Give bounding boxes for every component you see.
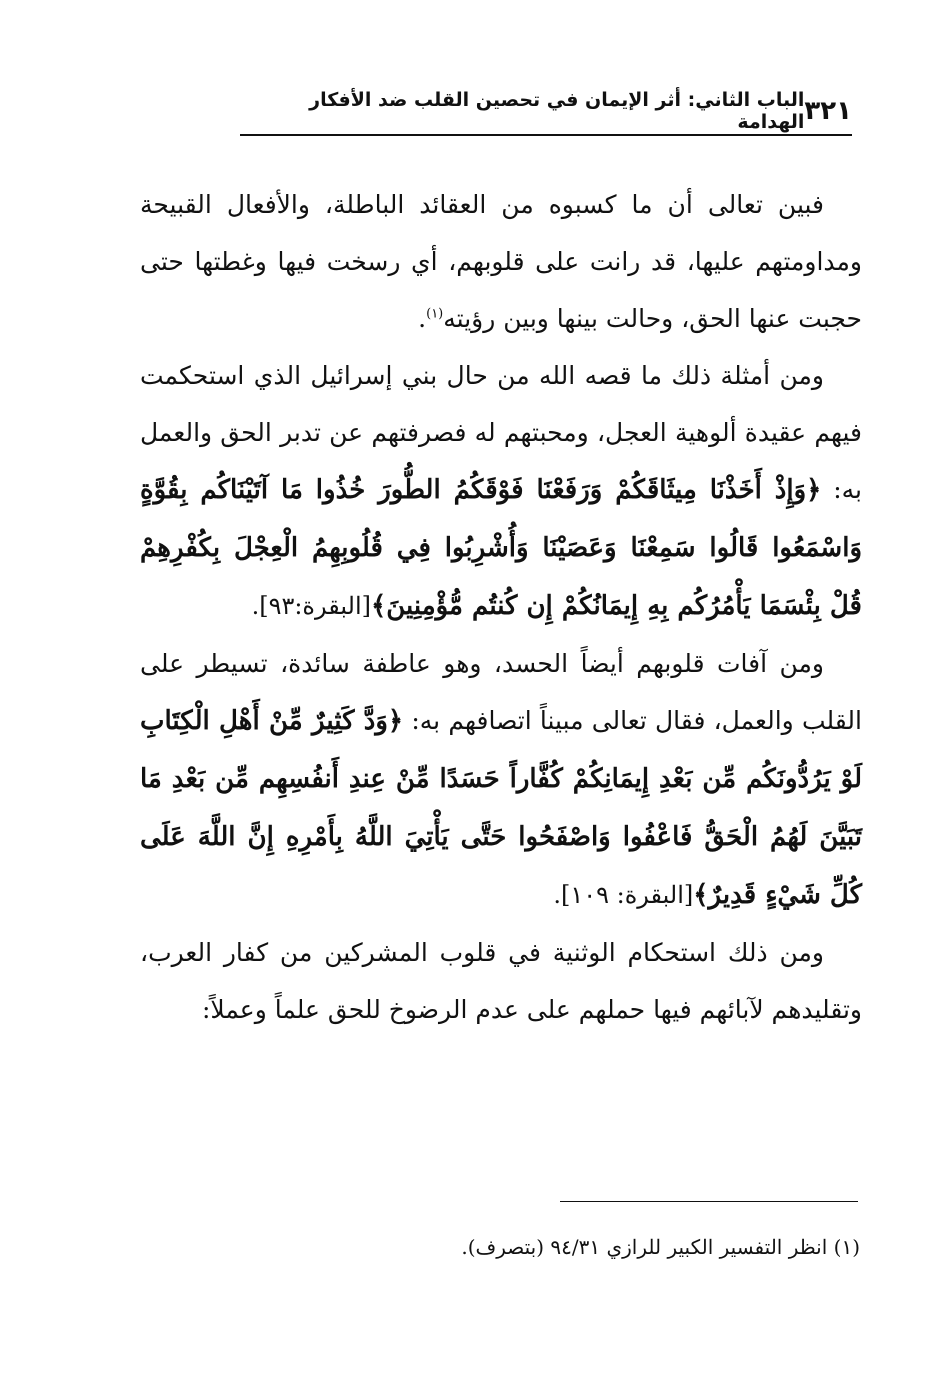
- main-text: [140, 176, 862, 1038]
- verse-reference-2: [البقرة: ١٠٩].: [553, 881, 694, 909]
- quran-verse-1: ﴿وَإِذْ أَخَذْنَا مِيثَاقَكُمْ وَرَفَعْنَا فَوْقَكُمُ الطُّورَ خُذُوا مَا آتَيْنَاكُم بِقُوَّةٍ وَاسْمَعُوا قَالُوا سَمِعْنَا وَعَصَيْنَا وَأُشْرِبُوا فِي قُلُوبِهِمُ الْعِجْلَ بِكُفْرِهِمْ قُلْ بِئْسَمَا يَأْمُرُكُم بِهِ إِيمَانُكُمْ إِن كُنتُم مُّؤْمِنِينَ﴾: [140, 475, 862, 621]
- verse-reference-1: [البقرة:٩٣].: [251, 592, 371, 620]
- quran-verse-2: ﴿وَدَّ كَثِيرٌ مِّنْ أَهْلِ الْكِتَابِ لَوْ يَرُدُّونَكُم مِّن بَعْدِ إِيمَانِكُمْ كُفَّاراً حَسَدًا مِّنْ عِندِ أَنفُسِهِم مِّن بَعْدِ مَا تَبَيَّنَ لَهُمُ الْحَقُّ فَاعْفُوا وَاصْفَحُوا حَتَّى يَأْتِيَ اللَّهُ بِأَمْرِهِ إِنَّ اللَّهَ عَلَى كُلِّ شَيْءٍ قَدِيرٌ﴾: [140, 706, 862, 910]
- paragraph-2-text: ومن أمثلة ذلك ما قصه الله من حال بني إسرائيل الذي استحكمت فيهم عقيدة ألوهية العجل، ومحبتهم له فصرفتهم عن تدبر الحق والعمل به:: [140, 361, 862, 504]
- paragraph-2: [140, 347, 862, 635]
- chapter-title: الباب الثاني: أثر الإيمان في تحصين القلب ضد الأفكار الهدامة: [309, 89, 805, 133]
- paragraph-1-end: .: [418, 304, 427, 333]
- page-number: ٣٢١: [804, 96, 852, 126]
- footnote-marker: (١): [426, 306, 444, 322]
- footnote-divider: [560, 1201, 858, 1202]
- paragraph-4-text: ومن ذلك استحكام الوثنية في قلوب المشركين من كفار العرب، وتقليدهم لآبائهم فيها حملهم على عدم الرضوخ للحق علماً وعملاً:: [140, 938, 862, 1024]
- footnote: (١) انظر التفسير الكبير للرازي ٩٤/٣١ (بتصرف).: [461, 1235, 860, 1259]
- paragraph-4: [140, 924, 862, 1038]
- paragraph-3-text: ومن آفات قلوبهم أيضاً الحسد، وهو عاطفة سائدة، تسيطر على القلب والعمل، فقال تعالى مبيناً اتصافهم به:: [140, 649, 862, 735]
- paragraph-3: [140, 635, 862, 924]
- running-header: [240, 88, 852, 136]
- paragraph-1-text: فبين تعالى أن ما كسبوه من العقائد الباطلة، والأفعال القبيحة ومداومتهم عليها، قد رانت على قلوبهم، أي رسخت فيها وغطتها حتى حجبت عنها الحق، وحالت بينها وبين رؤيته: [140, 190, 862, 333]
- paragraph-1: [140, 176, 862, 347]
